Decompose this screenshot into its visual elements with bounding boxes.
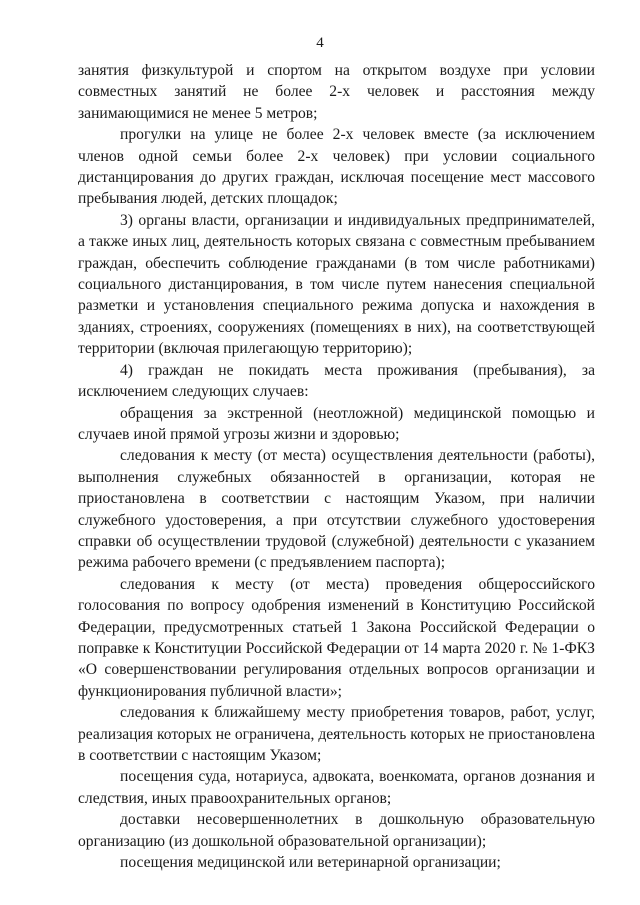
paragraph-walks: прогулки на улице не более 2-х человек вместе (за исключением членов одной семьи более 2-х человек) при условии социального дистанцирования до других граждан, исключая посещение мест массового пребывания людей, детских площадок; bbox=[78, 126, 595, 208]
paragraph-court-visits: посещения суда, нотариуса, адвоката, военкомата, органов дознания и следствия, иных правоохранительных органов; bbox=[78, 768, 595, 807]
paragraph-medical-emergency: обращения за экстренной (неотложной) медицинской помощью и случаев иной прямой угрозы жизни и здоровью; bbox=[78, 404, 595, 443]
paragraph-work-travel: следования к месту (от места) осуществления деятельности (работы), выполнения служебных обязанностей в организации, которая не приостановлена в соответствии с настоящим Указом, при наличии служебного удостоверения, а при отсутствии служебного удостоверения справки об осуществлении трудовой (служебной) деятельности с указанием режима рабочего времени (с предъявлением паспорта); bbox=[78, 447, 595, 572]
paragraph-item-4-citizens: 4) граждан не покидать места проживания (пребывания), за исключением следующих случаев: bbox=[78, 361, 595, 401]
paragraph-sports: занятия физкультурой и спортом на открытом воздухе при условии совместных занятий не более 2-х человек и расстояния между занимающимися не менее 5 метров; bbox=[78, 62, 595, 122]
paragraph-item-3-authorities: 3) органы власти, организации и индивидуальных предпринимателей, а также иных лиц, деятельность которых связана с совместным пребыванием граждан, обеспечить соблюдение гражданами (в том числе работниками) социального дистанцирования, в том числе путем нанесения специальной разметки и установления специального режима допуска и нахождения в зданиях, строениях, сооружениях (помещениях в них), на соответствующей территории (включая прилегающую территорию); bbox=[78, 211, 595, 358]
paragraph-medical-visits: посещения медицинской или ветеринарной организации; bbox=[120, 854, 501, 872]
document-body bbox=[78, 60, 595, 873]
paragraph-voting-travel: следования к месту (от места) проведения общероссийского голосования по вопросу одобрения изменений в Конституцию Российской Федерации, предусмотренных статьей 1 Закона Российской Федерации о поправке к Конституции Российской Федерации от 14 марта 2020 г. № 1-ФКЗ «О совершенствовании регулирования отдельных вопросов организации и функционирования публичной власти»; bbox=[78, 575, 595, 700]
paragraph-kindergarten: доставки несовершеннолетних в дошкольную образовательную организацию (из дошкольной образовательной организации); bbox=[78, 811, 595, 850]
page-number: 4 bbox=[316, 35, 324, 51]
paragraph-shopping: следования к ближайшему месту приобретения товаров, работ, услуг, реализация которых не ограничена, деятельность которых не приостановлена в соответствии с настоящим Указом; bbox=[78, 704, 595, 764]
